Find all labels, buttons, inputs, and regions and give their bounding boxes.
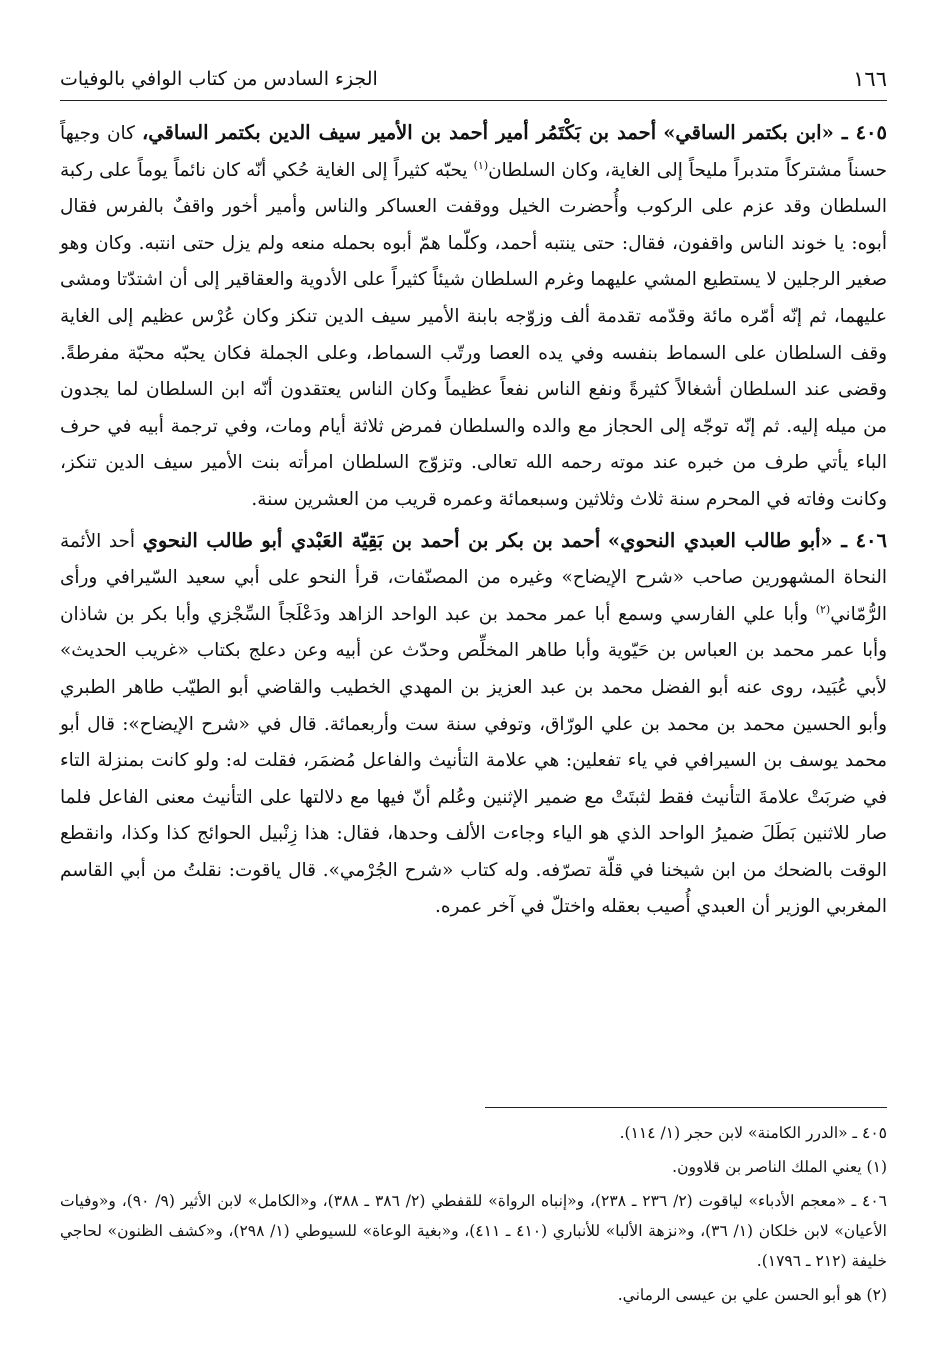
- entry-title: أحمد بن بكر بن أحمد بن بَقِيّة العَبْدي أبو طالب النحوي: [142, 528, 601, 552]
- entry-text: وأبا علي الفارسي وسمع أبا عمر محمد بن عبد الواحد الزاهد ودَعْلَجاً السِّجْزي وأبا بكر بن شاذان وأبا عمر محمد بن العباس بن حَيّوية وأبا طاهر المخلِّص وحدّث عن أبيه وعن دعلج بكتاب «غريب الحديث» لأبي عُبَيد، روى عنه أبو الفضل محمد بن عبد العزيز بن المهدي الخطيب والقاضي أبو الطيّب طاهر الطبري وأبو الحسين محمد بن محمد بن علي الورّاق، وتوفي سنة ست وأربعمائة. قال في «شرح الإيضاح»: قال أبو محمد يوسف بن السيرافي في ياء تفعلين: هي علامة التأنيث والفاعل مُضمَر، فقلت له: ولو كانت بمنزلة التاء في ضربَتْ علامةَ التأنيث فقط لثبتَتْ مع ضمير الإثنين وعُلم أنّ فيها مع دلالتها على التأنيث معنى الفاعل فلما صار للاثنين بَطَلَ ضميرُ الواحد الذي هو الياء وجاءت الألف وحدها، فقال: هذا زِنْبيل الحوائج كذا وكذا، وانقطع الوقت بالضحك من ابن شيخنا في قلّة تصرّفه. وله كتاب «شرح الجُرْمي». قال ياقوت: نقلتُ من أبي القاسم المغربي الوزير أن العبدي أُصيب بعقله واختلّ في آخر عمره.: [60, 603, 887, 918]
- footnote-marker: (٢): [815, 602, 831, 616]
- footnotes: [60, 1118, 887, 1310]
- entry-406: [60, 523, 887, 927]
- footnote: (١) يعني الملك الناصر بن قلاوون.: [672, 1158, 887, 1176]
- running-title: الجزء السادس من كتاب الوافي بالوفيات: [60, 68, 378, 90]
- entry-text: كان وجيهاً حسناً مشتركاً متدبراً مليحاً إلى الغاية، وكان السلطان: [60, 123, 887, 181]
- entry-text: يحبّه كثيراً إلى الغاية حُكي أنّه كان نائماً يوماً على ركبة السلطان وقد عزم على الركوب وأُحضرت الخيل ووقفت العساكر والناس وأمير أخور واقفٌ بالفرس فقال أبوه: يا خوند الناس واقفون، فقال: حتى ينتبه أحمد، وكلّما همّ أبوه بحمله منعه ولم يزل حتى انتبه. وكان وهو صغير الرجلين لا يستطيع المشي عليهما وغرم السلطان شيئاً كثيراً على الأدوية والعقاقير إلى أن اشتدّتا ومشى عليهما، ثم إنّه أمّره مائة وقدّمه تقدمة ألف وزوّجه بابنة الأمير سيف الدين تنكز وكان عُرْس عظيم إلى الغاية وقف السلطان على السماط بنفسه وفي يده العصا ورتّب السماط، وعلى الجملة فكان يحبّه محبّة مفرطةً. وقضى عند السلطان أشغالاً كثيرةً ونفع الناس نفعاً عظيماً وكان الناس يعتقدون أنّه ابن السلطان لما يجدون من ميله إليه. ثم إنّه توجّه إلى الحجاز مع والده والسلطان فمرض ثلاثة أيام ومات، وفي ترجمة أبيه في حرف الباء يأتي طرف من خبره عند موته رحمه الله تعالى. وتزوّج السلطان امرأته بنت الأمير سيف الدين تنكز، وكانت وفاته في المحرم سنة ثلاث وثلاثين وسبعمائة وعمره قريب من العشرين سنة.: [60, 159, 887, 510]
- footnote-marker: (١): [473, 158, 489, 172]
- footnote: ٤٠٦ ـ «معجم الأدباء» لياقوت (٢/ ٢٣٦ ـ ٢٣٨)، و«إنباه الرواة» للقفطي (٢/ ٣٨٦ ـ ٣٨٨)، و«الكامل» لابن الأثير (٩/ ٩٠)، و«وفيات الأعيان» لابن خلكان (١/ ٣٦)، و«نزهة الألبا» للأنباري (٤١٠ ـ ٤١١)، و«بغية الوعاة» للسيوطي (١/ ٢٩٨)، و«كشف الظنون» لحاجي خليفة (٢١٢ ـ ١٧٩٦).: [60, 1192, 888, 1270]
- footnote-separator: [485, 1107, 887, 1108]
- entry-heading: ٤٠٦ ـ «أبو طالب العبدي النحوي»: [607, 528, 887, 552]
- footnote: (٢) هو أبو الحسن علي بن عيسى الرماني.: [617, 1286, 887, 1304]
- entry-text: أحد الأئمة النحاة المشهورين صاحب «شرح الإيضاح» وغيره من المصنّفات، قرأ النحو على أبي سعيد السّيرافي ورأى الرُّمّاني: [60, 530, 887, 625]
- page-number: ١٦٦: [853, 67, 887, 91]
- entry-heading: ٤٠٥ ـ «ابن بكتمر الساقي»: [663, 121, 887, 144]
- entry-title: أحمد بن بَكْتَمُر أمير أحمد بن الأمير سيف الدين بكتمر الساقي،: [141, 121, 657, 144]
- entry-405: [60, 115, 887, 519]
- main-text: [60, 115, 887, 926]
- footnote: ٤٠٥ ـ «الدرر الكامنة» لابن حجر (١/ ١١٤).: [619, 1124, 887, 1142]
- page-header: [60, 58, 887, 101]
